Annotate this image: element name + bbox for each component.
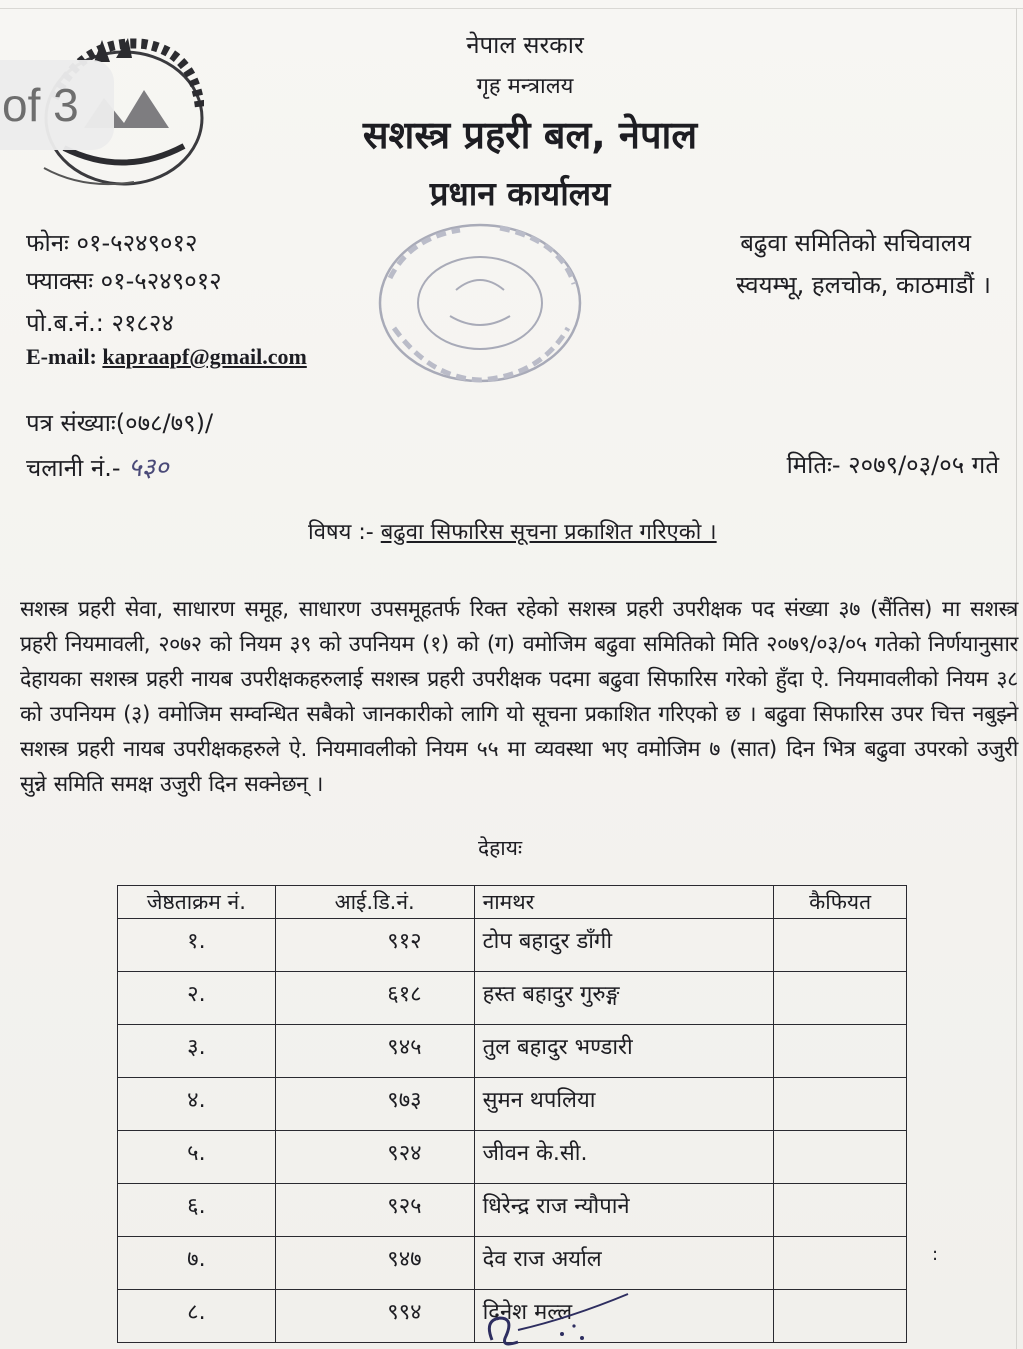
dispatch-number: ५३० — [128, 453, 169, 483]
cell-name: तुल बहादुर भण्डारी — [474, 1025, 774, 1078]
page-count-badge: of 3 — [0, 60, 114, 150]
organization-heading: सशस्त्र प्रहरी बल, नेपाल — [362, 113, 698, 157]
email-line — [26, 344, 307, 370]
header-seniority: जेष्ठताक्रम नं. — [118, 886, 276, 919]
cell-name: देव राज अर्याल — [474, 1237, 774, 1290]
secretariat-address: स्वयम्भू, हलचोक, काठमाडौं । — [735, 271, 991, 299]
cell-remarks — [774, 1025, 907, 1078]
cell-remarks — [774, 919, 907, 972]
office-stamp-icon — [370, 218, 590, 388]
cell-name: जीवन के.सी. — [474, 1131, 774, 1184]
cell-rank: ५. — [118, 1131, 276, 1184]
page-edge-top — [0, 8, 1023, 9]
cell-remarks — [774, 1290, 907, 1343]
cell-name: दिनेश मल्ल — [474, 1290, 774, 1343]
cell-id: ९१२ — [275, 919, 474, 972]
dispatch-label: चलानी नं.- — [26, 454, 129, 482]
list-intro: देहायः — [478, 836, 523, 860]
cell-name: धिरेन्द्र राज न्यौपाने — [474, 1184, 774, 1237]
table-row — [118, 1237, 907, 1290]
cell-id: ६१८ — [275, 972, 474, 1025]
cell-id: ९४७ — [275, 1237, 474, 1290]
cell-remarks — [774, 1078, 907, 1131]
cell-rank: ७. — [118, 1237, 276, 1290]
margin-mark: : — [932, 1244, 939, 1265]
cell-rank: ३. — [118, 1025, 276, 1078]
cell-remarks — [774, 972, 907, 1025]
subject-text: बढुवा सिफारिस सूचना प्रकाशित गरिएको । — [380, 520, 717, 545]
table-row — [118, 1131, 907, 1184]
table-row — [118, 1184, 907, 1237]
email-address: kapraapf@gmail.com — [102, 344, 307, 369]
cell-name: हस्त बहादुर गुरुङ्ग — [474, 972, 774, 1025]
fax-number: फ्याक्सः ०१-५२४९०१२ — [26, 267, 222, 295]
po-box: पो.ब.नं.: २१८२४ — [26, 309, 174, 337]
cell-id: ९२४ — [275, 1131, 474, 1184]
cell-rank: १. — [118, 919, 276, 972]
letter-date: मितिः- २०७९/०३/०५ गते — [786, 451, 999, 479]
table-row — [118, 919, 907, 972]
reference-number: पत्र संख्याः(०७८/७९)/ — [26, 409, 214, 437]
cell-rank: २. — [118, 972, 276, 1025]
header-name: नामथर — [474, 886, 774, 919]
subject-label: विषय :- — [308, 520, 381, 545]
table-header-row — [118, 886, 907, 919]
table-row — [118, 1025, 907, 1078]
cell-id: ९४५ — [275, 1025, 474, 1078]
cell-rank: ८. — [118, 1290, 276, 1343]
cell-remarks — [774, 1237, 907, 1290]
ministry-heading: गृह मन्त्रालय — [476, 74, 574, 99]
table-row — [118, 1078, 907, 1131]
cell-id: ९९४ — [275, 1290, 474, 1343]
cell-rank: ४. — [118, 1078, 276, 1131]
header-id: आई.डि.नं. — [275, 886, 474, 919]
dispatch-line — [26, 448, 169, 484]
notice-body: सशस्त्र प्रहरी सेवा, साधारण समूह, साधारण उपसमूहतर्फ रिक्त रहेको सशस्त्र प्रहरी उपरीक्षक पद संख्या ३७ (सैंतिस) मा सशस्त्र प्रहरी नियमावली, २०७२ को नियम ३९ को उपनियम (१) को (ग) वमोजिम बढुवा समितिको मिति २०७९/०३/०५ गतेको निर्णयानुसार देहायका सशस्त्र प्रहरी नायब उपरीक्षकहरुलाई सशस्त्र प्रहरी उपरीक्षक पदमा बढुवा सिफारिस गरेको हुँदा ऐ. नियमावलीको नियम ३८ को उपनियम (३) वमोजिम सम्वन्धित सबैको जानकारीको लागि यो सूचना प्रकाशित गरिएको छ । बढुवा सिफारिस उपर चित्त नबुझ्ने सशस्त्र प्रहरी नायब उपरीक्षकहरुले ऐ. नियमावलीको नियम ५५ मा व्यवस्था भए वमोजिम ७ (सात) दिन भित्र बढुवा उपरको उजुरी सुन्ने समिति समक्ष उजुरी दिन सक्नेछन् । — [20, 597, 1018, 797]
promotion-table — [117, 885, 907, 1343]
cell-rank: ६. — [118, 1184, 276, 1237]
secretariat-name: बढुवा समितिको सचिवालय — [740, 229, 971, 257]
cell-remarks — [774, 1131, 907, 1184]
subject-line — [308, 516, 717, 546]
table-row — [118, 972, 907, 1025]
phone-number: फोनः ०१-५२४९०१२ — [26, 229, 198, 257]
cell-remarks — [774, 1184, 907, 1237]
cell-id: ९७३ — [275, 1078, 474, 1131]
signature-icon — [470, 1290, 670, 1349]
office-heading: प्रधान कार्यालय — [429, 174, 611, 213]
government-heading: नेपाल सरकार — [466, 31, 584, 59]
cell-id: ९२५ — [275, 1184, 474, 1237]
cell-name: सुमन थपलिया — [474, 1078, 774, 1131]
cell-name: टोप बहादुर डाँगी — [474, 919, 774, 972]
header-remarks: कैफियत — [774, 886, 907, 919]
email-label: E-mail: — [26, 344, 103, 369]
